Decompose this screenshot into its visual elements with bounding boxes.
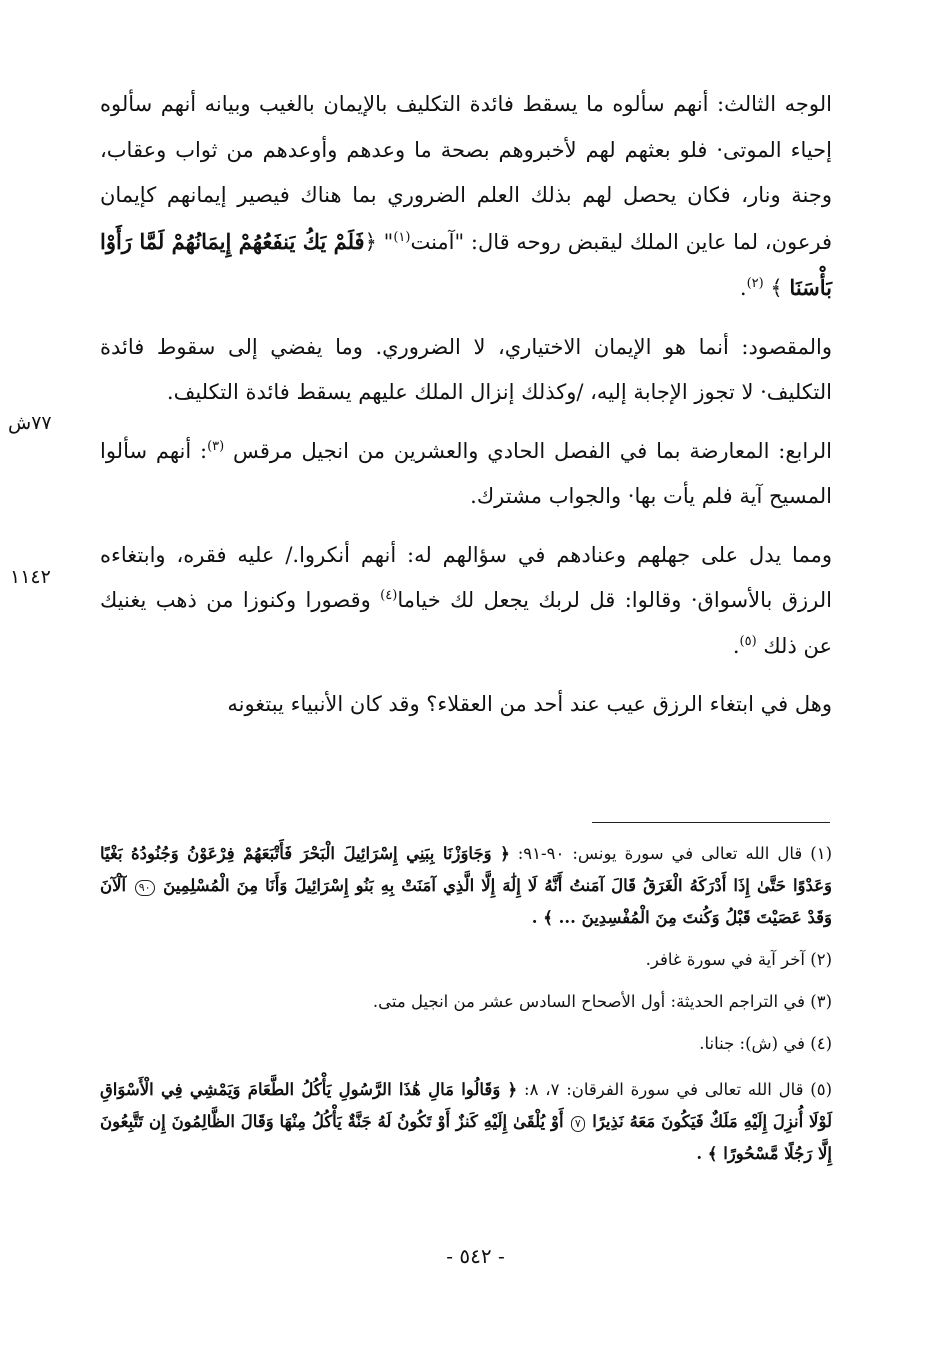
paragraph-text: والمقصود: أنما هو الإيمان الاختياري، لا الضروري. وما يفضي إلى سقوط فائدة التكليف· لا تجوز الإجابة إليه، /وكذلك إنزال الملك عليهم يسقط فائدة التكليف. <box>100 334 832 404</box>
paragraph-third-aspect <box>100 82 832 312</box>
ayah-number-marker: ٩٠ <box>135 880 155 896</box>
footnote-label: (٥) قال الله تعالى في سورة الفرقان: ٧، ٨: <box>524 1080 833 1099</box>
sentence-end: . <box>739 276 747 300</box>
footnote-5 <box>100 1074 832 1170</box>
print-page-marker: ١١٤٢ <box>10 566 51 588</box>
footnote-divider <box>592 822 830 823</box>
footnote-1 <box>100 838 832 934</box>
footnote-ref-2[interactable]: (٢) <box>746 276 764 291</box>
footnote-4: (٤) في (ش): جنانا. <box>699 1034 832 1053</box>
footnote-ref-5[interactable]: (٥) <box>739 633 757 649</box>
paragraph-text: وهل في ابتغاء الرزق عيب عند أحد من العقلاء؟ وقد كان الأنبياء يبتغونه <box>227 692 832 716</box>
page-number: - ٥٤٢ - <box>446 1244 505 1268</box>
paragraph-fourth-aspect <box>100 429 832 520</box>
paragraph-text: : أنهم سألوا المسيح آية فلم يأت بها· والجواب مشترك. <box>100 438 832 508</box>
footnote-label: (١) قال الله تعالى في سورة يونس: ٩٠-٩١: <box>517 844 832 863</box>
quote-close: ﴾ <box>770 276 783 300</box>
paragraph-text: الوجه الثالث: أنهم سألوه ما يسقط فائدة التكليف بالإيمان بالغيب وبيانه أنهم سألوه إحياء الموتى· فلو بعثهم لهم لأخبروهم بصحة ما وعدهم وأوعدهم من ثواب وعقاب، وجنة ونار، فكان يحصل لهم بذلك العلم الضروري بما هناك فيصير إيمانهم كإيمان فرعون، لما عاين الملك ليقبض روحه قال: "آمنت <box>100 92 833 254</box>
footnotes <box>100 838 832 1180</box>
paragraph-ignorance <box>100 533 832 670</box>
footnote-ref-3[interactable]: (٣) <box>207 438 225 454</box>
paragraph-seeking-sustenance <box>100 682 832 728</box>
quran-quote: آلْآنَ وَقَدْ عَصَيْتَ قَبْلُ وَكُنتَ مِنَ الْمُفْسِدِينَ ... ﴾ . <box>100 876 832 927</box>
footnote-ref-4[interactable]: (٤) <box>380 588 398 603</box>
quran-quote: ﴿ وَجَاوَزْنَا بِبَنِي إِسْرَائِيلَ الْبَحْرَ فَأَتْبَعَهُمْ فِرْعَوْنُ وَجُنُودُهُ بَغْيًا وَعَدْوًا حَتَّىٰ إِذَا أَدْرَكَهُ الْغَرَقُ قَالَ آمَنتُ أَنَّهُ لَا إِلَٰهَ إِلَّا الَّذِي آمَنَتْ بِهِ بَنُو إِسْرَائِيلَ وَأَنَا مِنَ الْمُسْلِمِينَ <box>100 844 833 895</box>
manuscript-folio-marker: ٧٧ش <box>8 412 52 434</box>
paragraph-text: الرابع: المعارضة بما في الفصل الحادي والعشرين من انجيل مرقس <box>233 438 832 463</box>
quran-quote: فَلَمْ يَكُ يَنفَعُهُمْ إِيمَانُهُمْ لَمَّا رَأَوْا بَأْسَنَا <box>100 228 832 300</box>
quote-open: " ﴿ <box>364 229 394 254</box>
quran-quote: أَوْ يُلْقَىٰ إِلَيْهِ كَنزٌ أَوْ تَكُونُ لَهُ جَنَّةٌ يَأْكُلُ مِنْهَا وَقَالَ الظَّالِمُونَ إِن تَتَّبِعُونَ إِلَّا رَجُلًا مَّسْحُورًا ﴾ . <box>100 1112 832 1163</box>
sentence-end: . <box>732 633 740 658</box>
main-text <box>100 82 832 741</box>
paragraph-purpose <box>100 325 832 416</box>
footnote-ref-1[interactable]: (١) <box>393 229 411 245</box>
paragraph-text: وقصورا وكنوزا من ذهب يغنيك عن ذلك <box>100 588 832 658</box>
footnote-3: (٣) في التراجم الحديثة: أول الأصحاح السادس عشر من انجيل متى. <box>372 992 832 1011</box>
footnote-2: (٢) آخر آية في سورة غافر. <box>645 950 832 969</box>
ayah-number-marker: ٧ <box>571 1116 585 1132</box>
quran-quote: ﴿ وَقَالُوا مَالِ هَٰذَا الرَّسُولِ يَأْكُلُ الطَّعَامَ وَيَمْشِي فِي الْأَسْوَاقِ لَوْلَا أُنزِلَ إِلَيْهِ مَلَكٌ فَيَكُونَ مَعَهُ نَذِيرًا <box>100 1080 832 1131</box>
paragraph-text: ومما يدل على جهلهم وعنادهم في سؤالهم له: أنهم أنكروا./ عليه فقره، وابتغاءه الرزق بالأسواق· وقالوا: قل لربك يجعل لك خياما <box>100 542 832 612</box>
